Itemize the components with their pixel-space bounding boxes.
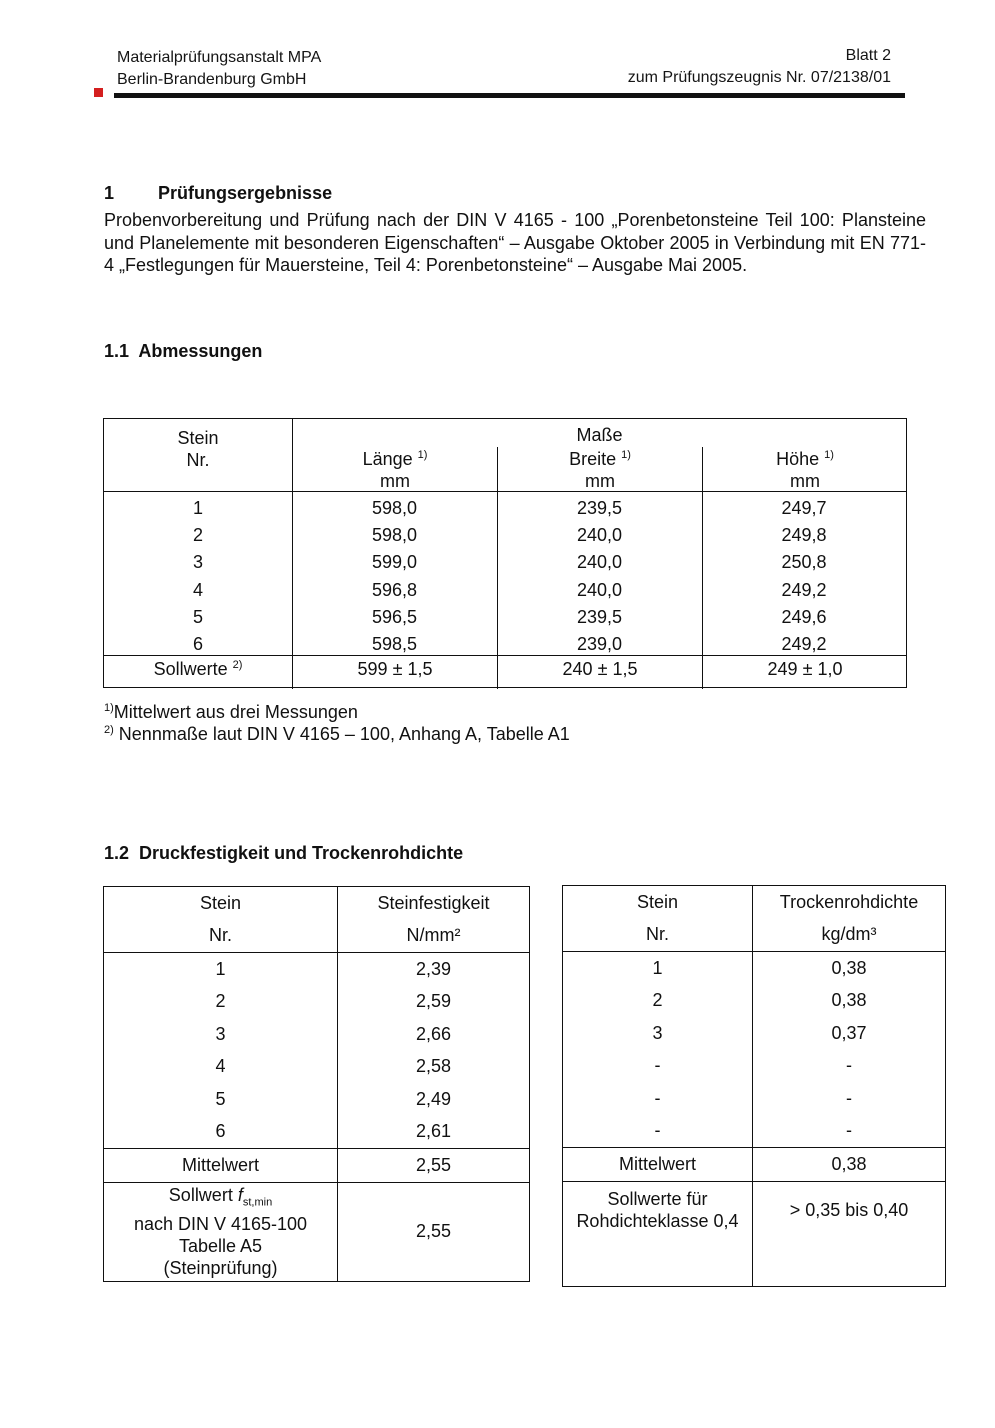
mittelwert-label: Mittelwert	[563, 1148, 753, 1182]
section-1-text: Probenvorbereitung und Prüfung nach der DIN V 4165 - 100 „Porenbetonsteine Teil 100: Plansteine und Planelemente mit besonderen Eigenschaften“ – Ausgabe Oktober 2005 in Verbindung mit EN 771-4 „Festlegungen für Mauersteine, Teil 4: Porenbetonsteine“ – Ausgabe Mai 2005.	[104, 210, 926, 275]
table-cell: 240,0	[576, 552, 623, 573]
unit-label: N/mm²	[338, 920, 530, 953]
table-cell: -	[654, 1120, 661, 1141]
certificate-number: zum Prüfungszeugnis Nr. 07/2138/01	[627, 69, 891, 86]
header-line	[104, 491, 906, 492]
strength-table	[103, 886, 530, 1282]
table-cell: -	[753, 1115, 946, 1148]
table-cell: 4	[192, 579, 203, 600]
dichte-label: Trockenrohdichte	[753, 886, 946, 919]
stein-label: Stein	[636, 891, 679, 912]
dimensions-table	[103, 418, 907, 688]
table-cell: 6	[215, 1121, 226, 1142]
table-cell: 2,61	[338, 1116, 530, 1149]
laenge-label: Länge	[362, 449, 413, 469]
org-subname: Berlin-Brandenburg GmbH	[117, 71, 307, 88]
footnote-ref: 1)	[621, 449, 631, 461]
festigkeit-label: Steinfestigkeit	[338, 887, 530, 920]
table-cell: 240,0	[576, 579, 623, 600]
table-cell: 2,58	[338, 1051, 530, 1084]
table-cell: 5	[215, 1088, 226, 1109]
table-cell: 1	[192, 498, 203, 519]
sollwerte-line	[104, 655, 906, 656]
table-cell: 3	[192, 552, 203, 573]
table-row	[104, 522, 906, 549]
table-cell: 249,6	[781, 606, 827, 627]
table-cell: 3	[652, 1022, 663, 1043]
table-cell: 596,5	[371, 606, 418, 627]
table-cell: 598,0	[371, 498, 418, 519]
table-row	[563, 1017, 946, 1050]
footnote-ref: 1)	[824, 449, 834, 461]
footnote-ref: 2)	[232, 659, 243, 671]
table-cell: 598,0	[371, 525, 418, 546]
dimensions-rows	[104, 495, 906, 658]
table-cell: 5	[192, 606, 203, 627]
table-cell: 240,0	[576, 525, 623, 546]
table-cell: 2,49	[338, 1083, 530, 1116]
nr-label: Nr.	[208, 925, 232, 946]
section-number: 1	[104, 183, 115, 203]
table-row	[104, 1051, 530, 1084]
page-number: Blatt 2	[845, 47, 891, 64]
table-cell: 239,0	[576, 634, 623, 655]
section-title: Prüfungsergebnisse	[158, 183, 333, 203]
soll-hoehe: 249 ± 1,0	[767, 659, 843, 679]
table-row	[104, 577, 906, 604]
section-1-heading	[104, 183, 332, 204]
table-cell: 3	[215, 1023, 226, 1044]
table-row	[563, 1115, 946, 1148]
sollwert-label: Sollwert $f_{st,min}$ nach DIN V 4165-100 Tabelle A5 (Steinprüfung)	[104, 1182, 338, 1281]
table-cell: 0,38	[753, 985, 946, 1018]
nr-label: Nr.	[645, 924, 669, 945]
table-cell: 249,7	[781, 498, 827, 519]
mittelwert-value: 2,55	[338, 1149, 530, 1183]
sollwert-label: Sollwerte für Rohdichteklasse 0,4	[563, 1181, 753, 1286]
masse-label: Maße	[576, 425, 623, 445]
table-cell: 249,2	[781, 579, 827, 600]
laenge-header	[293, 448, 497, 492]
footnote-1: $^{1)}$Mittelwert aus drei Messungen	[104, 702, 358, 722]
hoehe-label: Höhe	[776, 449, 820, 469]
unit-label: kg/dm³	[753, 919, 946, 952]
mittelwert-value: 0,38	[753, 1148, 946, 1182]
table-cell: 2	[215, 991, 226, 1012]
section-1-2-heading: 1.2 Druckfestigkeit und Trockenrohdichte	[104, 843, 464, 863]
nr-label: Nr.	[186, 450, 210, 470]
table-cell: 249,8	[781, 525, 827, 546]
table-cell: -	[654, 1087, 661, 1108]
table-row	[563, 985, 946, 1018]
header-org	[117, 47, 321, 91]
table-cell: 6	[192, 634, 203, 655]
soll-breite: 240 ± 1,5	[562, 659, 638, 679]
table-row	[104, 495, 906, 522]
table-row	[104, 953, 530, 986]
sollwert-value: 2,55	[338, 1182, 530, 1281]
section-1-1-heading: 1.1 Abmessungen	[104, 341, 263, 361]
table-cell: 598,5	[371, 634, 418, 655]
table-cell: 249,2	[781, 634, 827, 655]
table-cell: 0,38	[753, 952, 946, 985]
table-cell: 596,8	[371, 579, 418, 600]
table-row	[104, 604, 906, 631]
stein-header	[104, 419, 292, 491]
sollwerte-label: Sollwerte $^{2)}$	[153, 659, 243, 679]
table-row	[104, 986, 530, 1019]
table-cell: 1	[104, 953, 338, 986]
header-page-info	[628, 45, 891, 89]
table-cell: 2,39	[338, 953, 530, 986]
unit-label: mm	[585, 471, 615, 491]
table-cell: 239,5	[576, 606, 623, 627]
logo-mark	[94, 88, 103, 97]
table-cell: 1	[563, 952, 753, 985]
table-row	[104, 1083, 530, 1116]
stein-label: Stein	[177, 428, 219, 448]
table-cell: -	[753, 1050, 946, 1083]
table-cell: 239,5	[576, 498, 623, 519]
table-cell: 599,0	[371, 552, 418, 573]
table-row	[104, 1116, 530, 1149]
table-cell: 2,59	[338, 986, 530, 1019]
table-row	[563, 952, 946, 985]
mittelwert-label: Mittelwert	[104, 1149, 338, 1183]
table-cell: -	[654, 1055, 661, 1076]
breite-header	[498, 448, 702, 492]
table-cell: 4	[215, 1056, 226, 1077]
stein-label: Stein	[199, 892, 242, 913]
unit-label: mm	[790, 471, 820, 491]
table-cell: -	[753, 1082, 946, 1115]
table-row	[104, 549, 906, 576]
table-cell: 2	[652, 990, 663, 1011]
footnote-ref: 1)	[417, 449, 428, 461]
breite-label: Breite	[569, 449, 617, 469]
table-row	[104, 1018, 530, 1051]
sollwert-value: > 0,35 bis 0,40	[753, 1181, 946, 1286]
header-rule	[114, 93, 905, 98]
table-cell: 250,8	[781, 552, 827, 573]
footnote-2: $^{2)}$ Nennmaße laut DIN V 4165 – 100, Anhang A, Tabelle A1	[104, 724, 570, 744]
unit-label: mm	[380, 471, 410, 491]
table-row	[563, 1082, 946, 1115]
org-name: Materialprüfungsanstalt MPA	[117, 49, 322, 66]
table-cell: 2,66	[338, 1018, 530, 1051]
hoehe-header	[703, 448, 907, 492]
soll-laenge: 599 ± 1,5	[357, 659, 433, 679]
table-cell: 0,37	[753, 1017, 946, 1050]
density-table	[562, 885, 946, 1287]
table-row	[563, 1050, 946, 1083]
table-cell: 2	[192, 525, 203, 546]
